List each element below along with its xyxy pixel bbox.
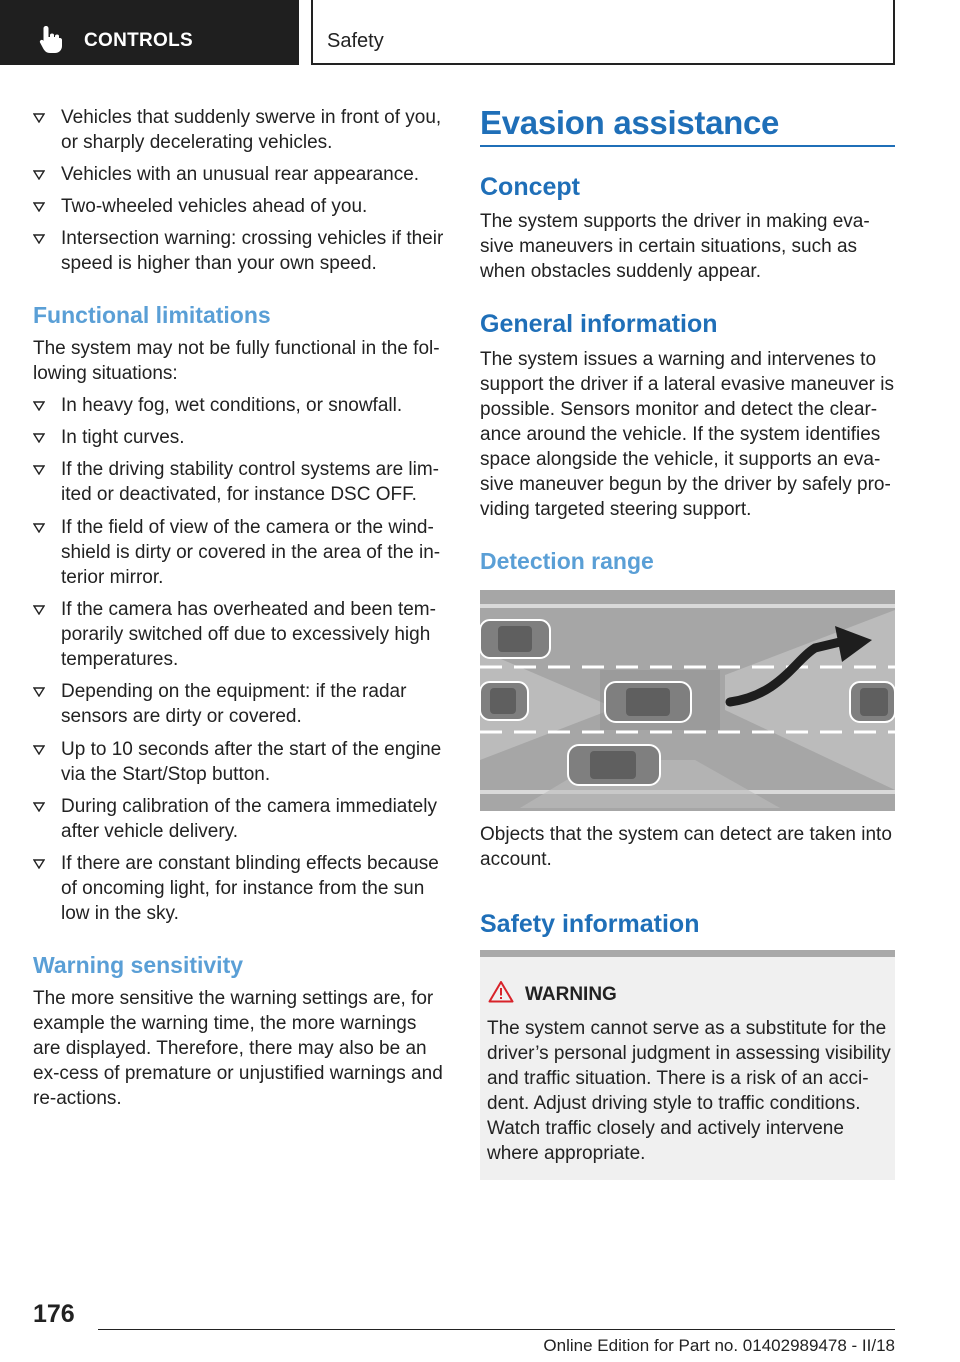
list-item: Up to 10 seconds after the start of the engine via the Start/Stop button. bbox=[33, 737, 449, 787]
sensitivity-heading: Warning sensitivity bbox=[33, 952, 244, 978]
footer-rule bbox=[98, 1329, 895, 1330]
detection-caption: Objects that the system can detect are taken into account. bbox=[480, 824, 892, 870]
list-item: In tight curves. bbox=[33, 425, 449, 450]
limitations-intro: The system may not be fully functional in the fol-lowing situations: bbox=[33, 338, 440, 384]
list-item: If the camera has overheated and been tem-porarily switched off due to excessively high temperatures. bbox=[33, 597, 449, 672]
list-item: If the field of view of the camera or the wind-shield is dirty or covered in the area of the in-terior mirror. bbox=[33, 515, 449, 590]
warning-text: The system cannot serve as a substitute for the driver’s personal judgment in assessing visibility and traffic situation. There is a risk of an acci-dent. Adjust driving style to traffic conditions. Watch traffic closely and actively intervene where appropriate. bbox=[487, 1018, 891, 1164]
car-left-middle bbox=[480, 682, 528, 720]
general-text: The system issues a warning and intervenes to support the driver if a lateral evasive maneuver is possible. Sensors monitor and detect the clear-ance around the vehicle. If the system identifies space alongside the vehicle, it supports an eva-sive maneuver begun by the driver by safely pro-viding targeted steering support. bbox=[480, 349, 894, 520]
list-item: Vehicles that suddenly swerve in front of you, or sharply decelerating vehicles. bbox=[33, 105, 449, 155]
list-item: Intersection warning: crossing vehicles if their speed is higher than your own speed. bbox=[33, 226, 449, 276]
triangle-bullet-icon bbox=[33, 170, 45, 180]
list-item: If the driving stability control systems are lim-ited or deactivated, for instance DSC OFF. bbox=[33, 457, 449, 507]
triangle-bullet-icon bbox=[33, 523, 45, 533]
triangle-bullet-icon bbox=[33, 605, 45, 615]
footer-edition: Online Edition for Part no. 01402989478 - II/18 bbox=[543, 1336, 895, 1355]
triangle-bullet-icon bbox=[33, 465, 45, 475]
car-lower bbox=[568, 745, 660, 785]
triangle-bullet-icon bbox=[33, 202, 45, 212]
hand-pointer-icon bbox=[38, 24, 66, 54]
list-item: Two-wheeled vehicles ahead of you. bbox=[33, 194, 449, 219]
list-item: During calibration of the camera immediately after vehicle delivery. bbox=[33, 794, 449, 844]
list-item: If there are constant blinding effects because of oncoming light, for instance from the sun low in the sky. bbox=[33, 851, 449, 926]
triangle-bullet-icon bbox=[33, 687, 45, 697]
chapter-tab bbox=[311, 0, 895, 65]
car-right bbox=[850, 682, 895, 722]
triangle-bullet-icon bbox=[33, 859, 45, 869]
page-title: Evasion assistance bbox=[480, 104, 780, 141]
list-item: Depending on the equipment: if the radar sensors are dirty or covered. bbox=[33, 679, 449, 729]
list-item: In heavy fog, wet conditions, or snowfall. bbox=[33, 393, 449, 418]
concept-text: The system supports the driver in making eva-sive maneuvers in certain situations, such as when obstacles suddenly appear. bbox=[480, 211, 870, 282]
triangle-bullet-icon bbox=[33, 401, 45, 411]
list-item: Vehicles with an unusual rear appearance. bbox=[33, 162, 449, 187]
general-heading: General information bbox=[480, 310, 718, 338]
chapter-label: Safety bbox=[327, 30, 384, 52]
road-illustration bbox=[480, 590, 895, 811]
safety-heading: Safety information bbox=[480, 910, 700, 938]
triangle-bullet-icon bbox=[33, 234, 45, 244]
detection-range-figure bbox=[480, 590, 895, 811]
section-label: CONTROLS bbox=[84, 30, 194, 51]
warning-title: WARNING bbox=[525, 984, 617, 1005]
car-ego bbox=[605, 682, 691, 722]
page-number: 176 bbox=[33, 1300, 75, 1328]
warning-triangle-icon bbox=[488, 980, 514, 1003]
section-tab bbox=[0, 0, 299, 65]
sensitivity-text: The more sensitive the warning settings are, for example the warning time, the more warnings are displayed. Therefore, there may also be an ex-cess of premature or unjustified warnings and re-actions. bbox=[33, 988, 443, 1109]
triangle-bullet-icon bbox=[33, 113, 45, 123]
triangle-bullet-icon bbox=[33, 802, 45, 812]
title-rule bbox=[480, 145, 895, 147]
warning-box bbox=[480, 950, 895, 1180]
triangle-bullet-icon bbox=[33, 433, 45, 443]
concept-heading: Concept bbox=[480, 173, 580, 201]
detection-heading: Detection range bbox=[480, 548, 654, 574]
limitations-heading: Functional limitations bbox=[33, 302, 271, 328]
triangle-bullet-icon bbox=[33, 745, 45, 755]
car-left-top bbox=[480, 620, 550, 658]
